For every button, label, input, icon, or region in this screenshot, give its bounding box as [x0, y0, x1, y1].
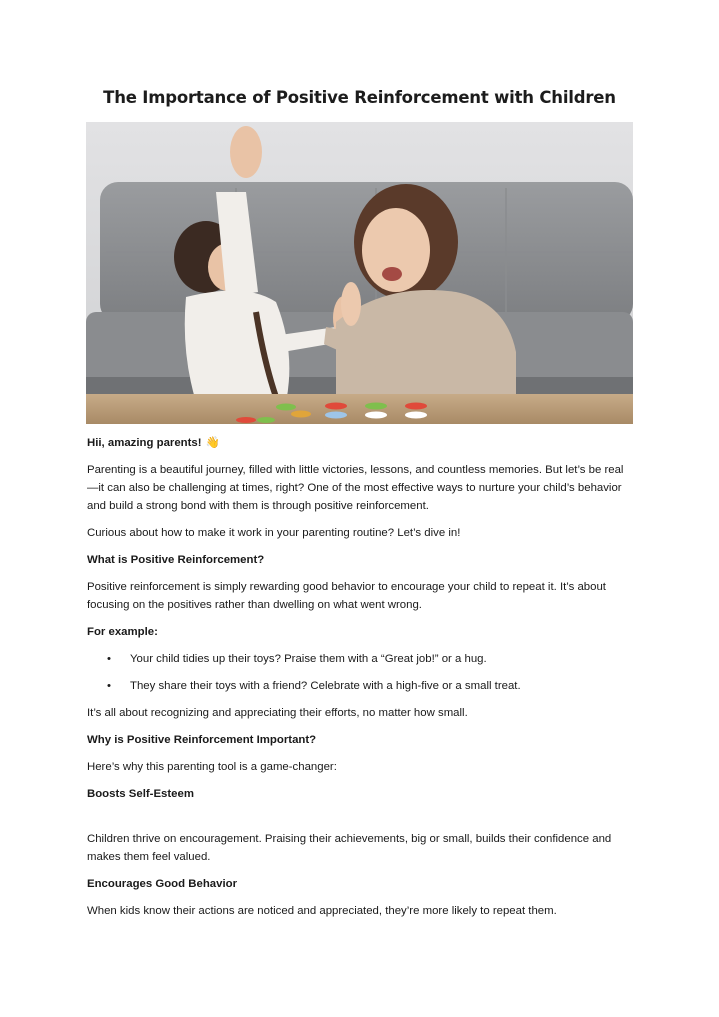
- waving-hand-icon: 👋: [205, 437, 220, 449]
- bullet-icon: •: [107, 680, 111, 692]
- curious-paragraph: Curious about how to make it work in your parenting routine? Let’s dive in!: [87, 527, 461, 539]
- list-item-text: Your child tidies up their toys? Praise them with a “Great job!” or a hug.: [130, 653, 487, 665]
- list-item: [87, 677, 627, 695]
- greeting-text: Hii, amazing parents!: [87, 437, 202, 449]
- example-list: [87, 650, 627, 695]
- encourage-paragraph: When kids know their actions are noticed and appreciated, they’re more likely to repeat them.: [87, 905, 557, 917]
- what-heading: What is Positive Reinforcement?: [87, 554, 265, 566]
- encourage-heading: Encourages Good Behavior: [87, 878, 238, 890]
- greeting-line: [87, 434, 627, 452]
- example-heading: For example:: [87, 626, 158, 638]
- bullet-icon: •: [107, 653, 111, 665]
- hero-photo: [86, 122, 633, 424]
- page-title: The Importance of Positive Reinforcement with Children: [103, 88, 616, 107]
- why-intro-paragraph: Here’s why this parenting tool is a game-changer:: [87, 761, 337, 773]
- boost-heading: Boosts Self-Esteem: [87, 788, 194, 800]
- why-heading: Why is Positive Reinforcement Important?: [87, 734, 317, 746]
- list-item-text: They share their toys with a friend? Celebrate with a high-five or a small treat.: [130, 680, 521, 692]
- article-body: [87, 434, 627, 929]
- boost-paragraph: Children thrive on encouragement. Praising their achievements, big or small, builds their confidence and makes them feel valued.: [87, 833, 612, 863]
- recognize-paragraph: It’s all about recognizing and appreciating their efforts, no matter how small.: [87, 707, 468, 719]
- list-item: [87, 650, 627, 668]
- what-paragraph: Positive reinforcement is simply rewarding good behavior to encourage your child to repeat it. It’s about focusing on the positives rather than dwelling on what went wrong.: [87, 581, 606, 611]
- mother-daughter-high-five-image: [86, 122, 633, 424]
- intro-paragraph: Parenting is a beautiful journey, filled with little victories, lessons, and countless memories. But let’s be real—it can also be challenging at times, right? One of the most effective ways to nurture your child’s behavior and build a strong bond with them is through positive reinforcement.: [87, 464, 624, 512]
- spacer: [87, 812, 627, 830]
